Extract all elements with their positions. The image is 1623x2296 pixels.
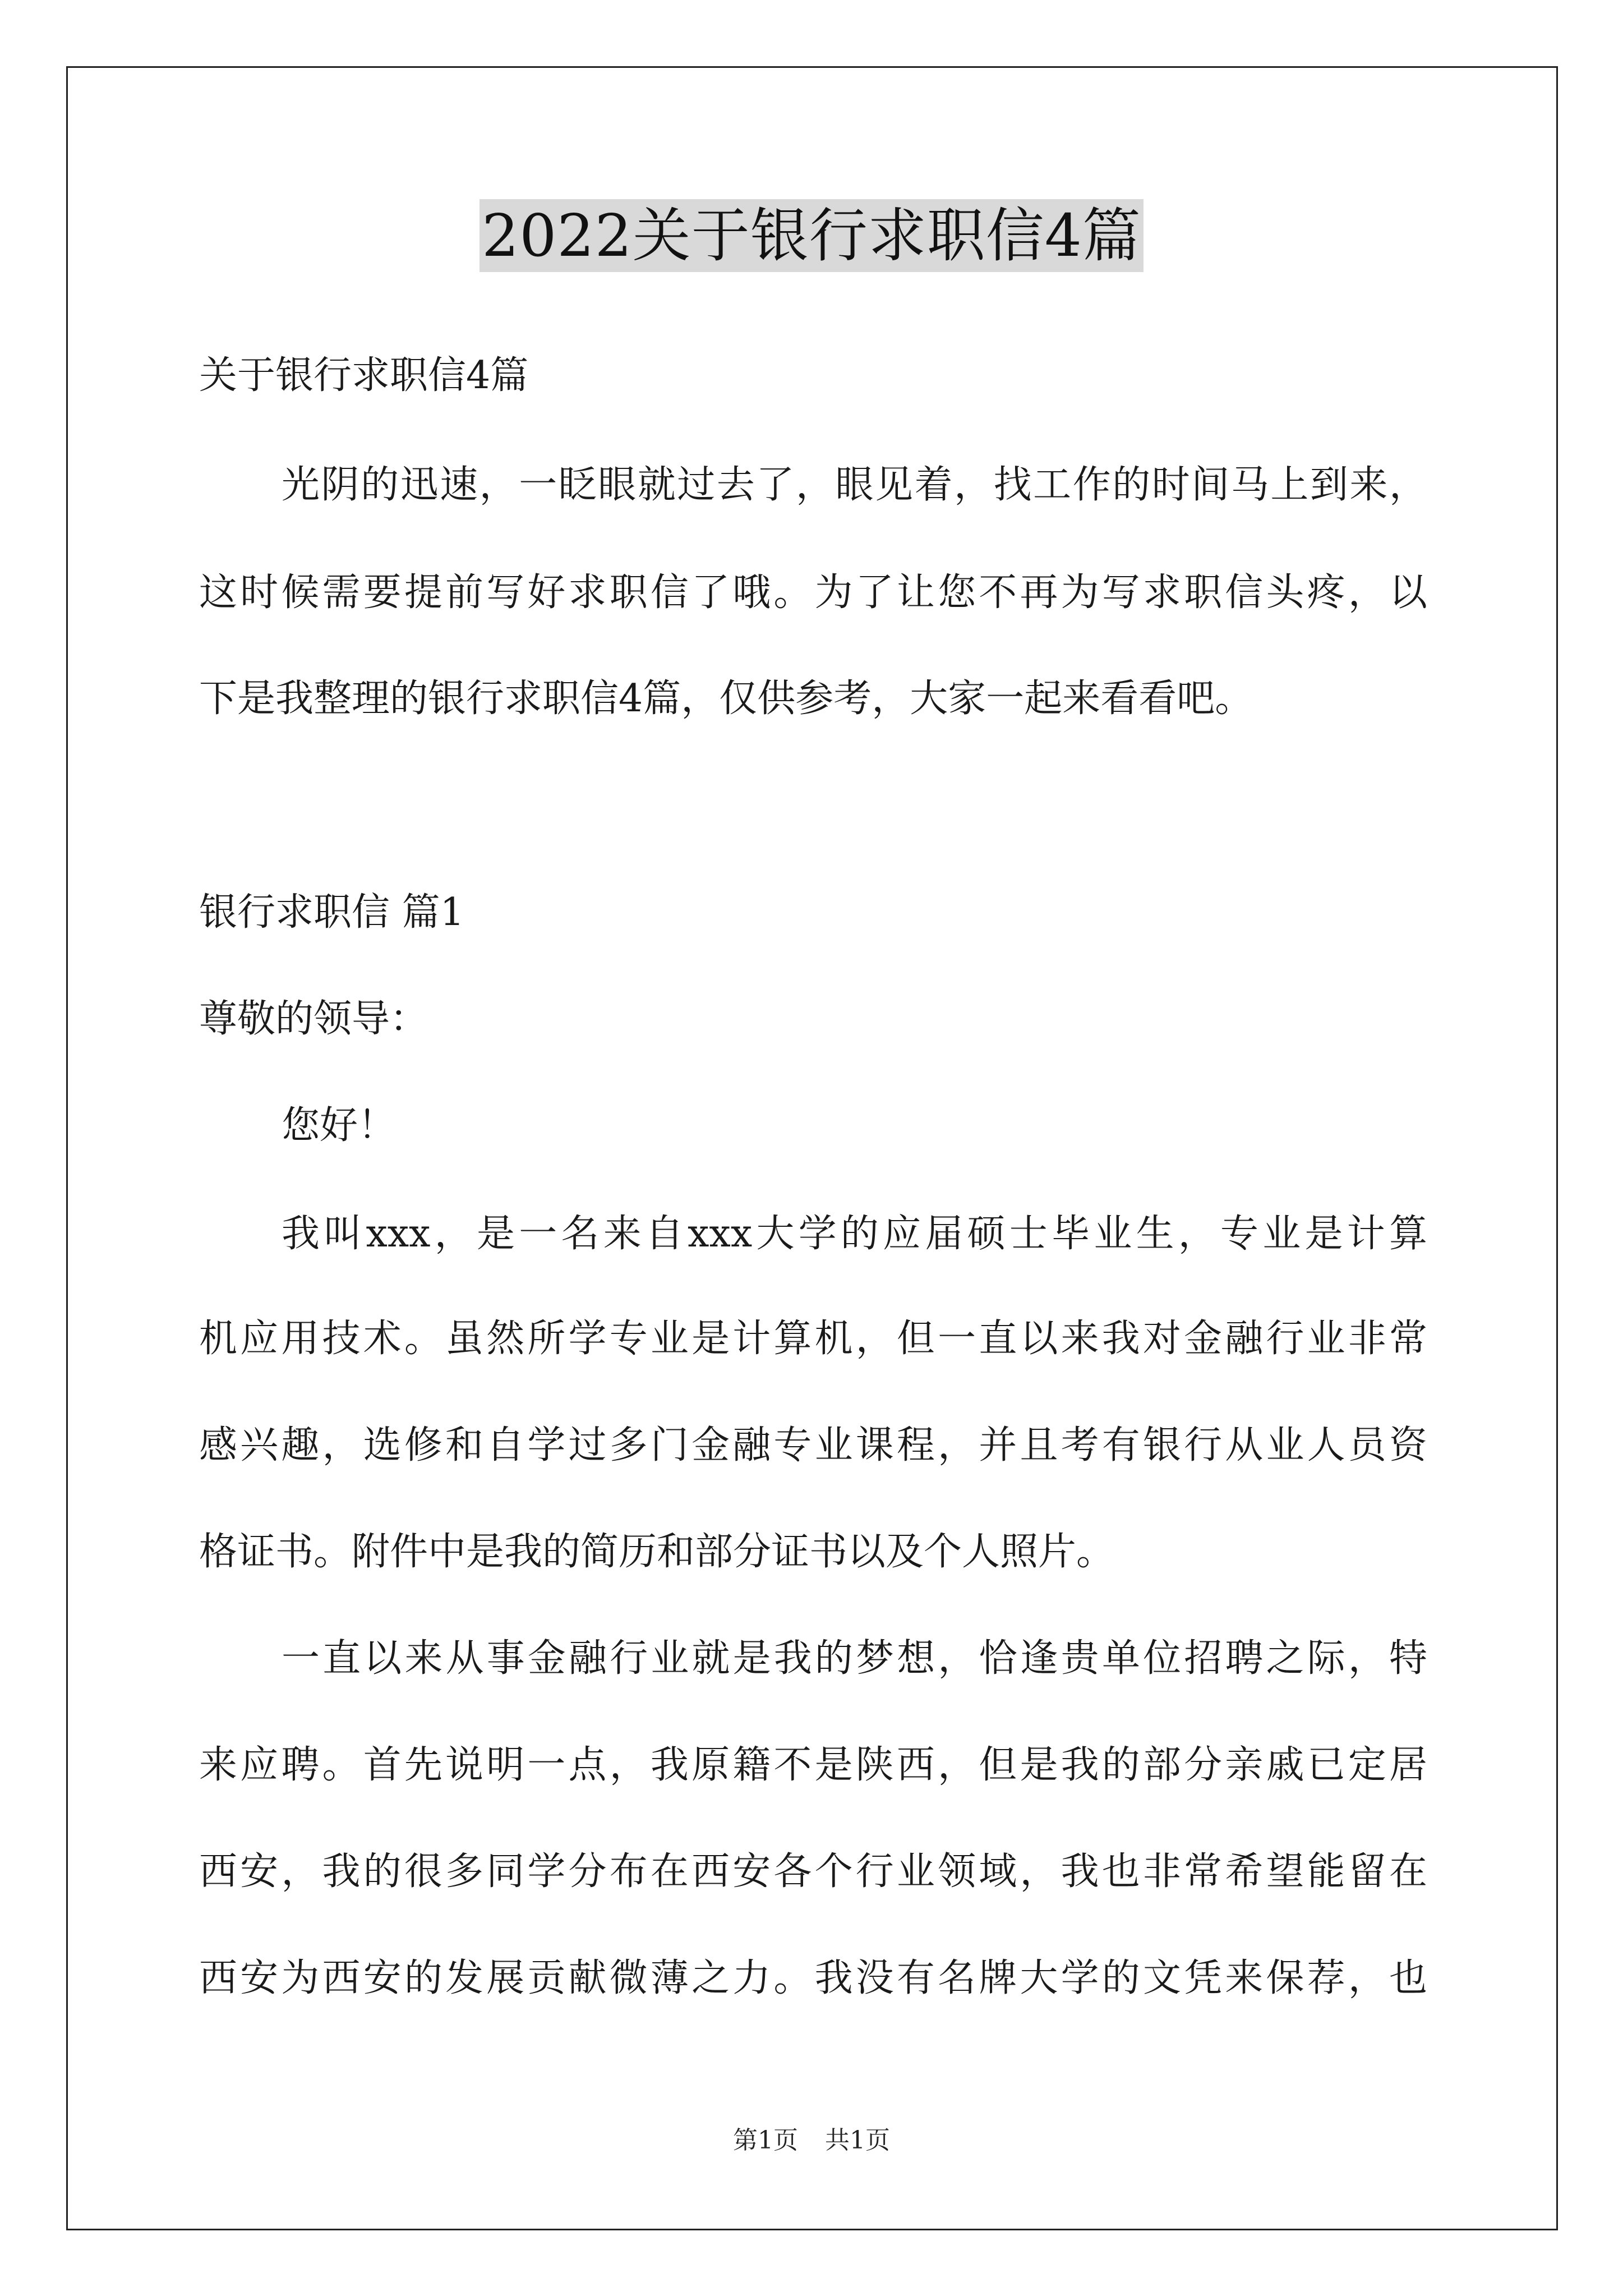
paragraph1-line-4: 格证书。附件中是我的简历和部分证书以及个人照片。 bbox=[199, 1530, 1115, 1574]
intro-line-1: 光阴的迅速，一眨眼就过去了，眼见着，找工作的时间马上到来， bbox=[282, 463, 1427, 507]
document-subtitle: 关于银行求职信4篇 bbox=[199, 353, 529, 398]
paragraph1-line-3: 感兴趣，选修和自学过多门金融专业课程，并且考有银行从业人员资 bbox=[199, 1423, 1427, 1467]
page-total: 共1页 bbox=[825, 2126, 890, 2155]
page-current: 第1页 bbox=[733, 2126, 798, 2155]
paragraph1-line-2: 机应用技术。虽然所学专业是计算机，但一直以来我对金融行业非常 bbox=[199, 1317, 1427, 1361]
paragraph2-line-2: 来应聘。首先说明一点，我原籍不是陕西，但是我的部分亲戚已定居 bbox=[199, 1743, 1427, 1787]
document-title: 2022关于银行求职信4篇 bbox=[479, 199, 1144, 272]
paragraph2-line-1: 一直以来从事金融行业就是我的梦想，恰逢贵单位招聘之际，特 bbox=[282, 1636, 1427, 1681]
paragraph1-line-1: 我叫xxx，是一名来自xxx大学的应届硕士毕业生，专业是计算 bbox=[282, 1212, 1427, 1256]
intro-line-3: 下是我整理的银行求职信4篇，仅供参考，大家一起来看看吧。 bbox=[199, 677, 1253, 721]
salutation: 尊敬的领导： bbox=[199, 997, 428, 1041]
intro-line-2: 这时候需要提前写好求职信了哦。为了让您不再为写求职信头疼，以 bbox=[199, 570, 1427, 615]
greeting: 您好！ bbox=[282, 1103, 396, 1148]
section-heading: 银行求职信 篇1 bbox=[199, 890, 464, 935]
title-container bbox=[0, 199, 1623, 272]
page-footer bbox=[0, 2124, 1623, 2157]
paragraph2-line-3: 西安，我的很多同学分布在西安各个行业领域，我也非常希望能留在 bbox=[199, 1849, 1427, 1894]
paragraph2-line-4: 西安为西安的发展贡献微薄之力。我没有名牌大学的文凭来保荐，也 bbox=[199, 1956, 1427, 2000]
